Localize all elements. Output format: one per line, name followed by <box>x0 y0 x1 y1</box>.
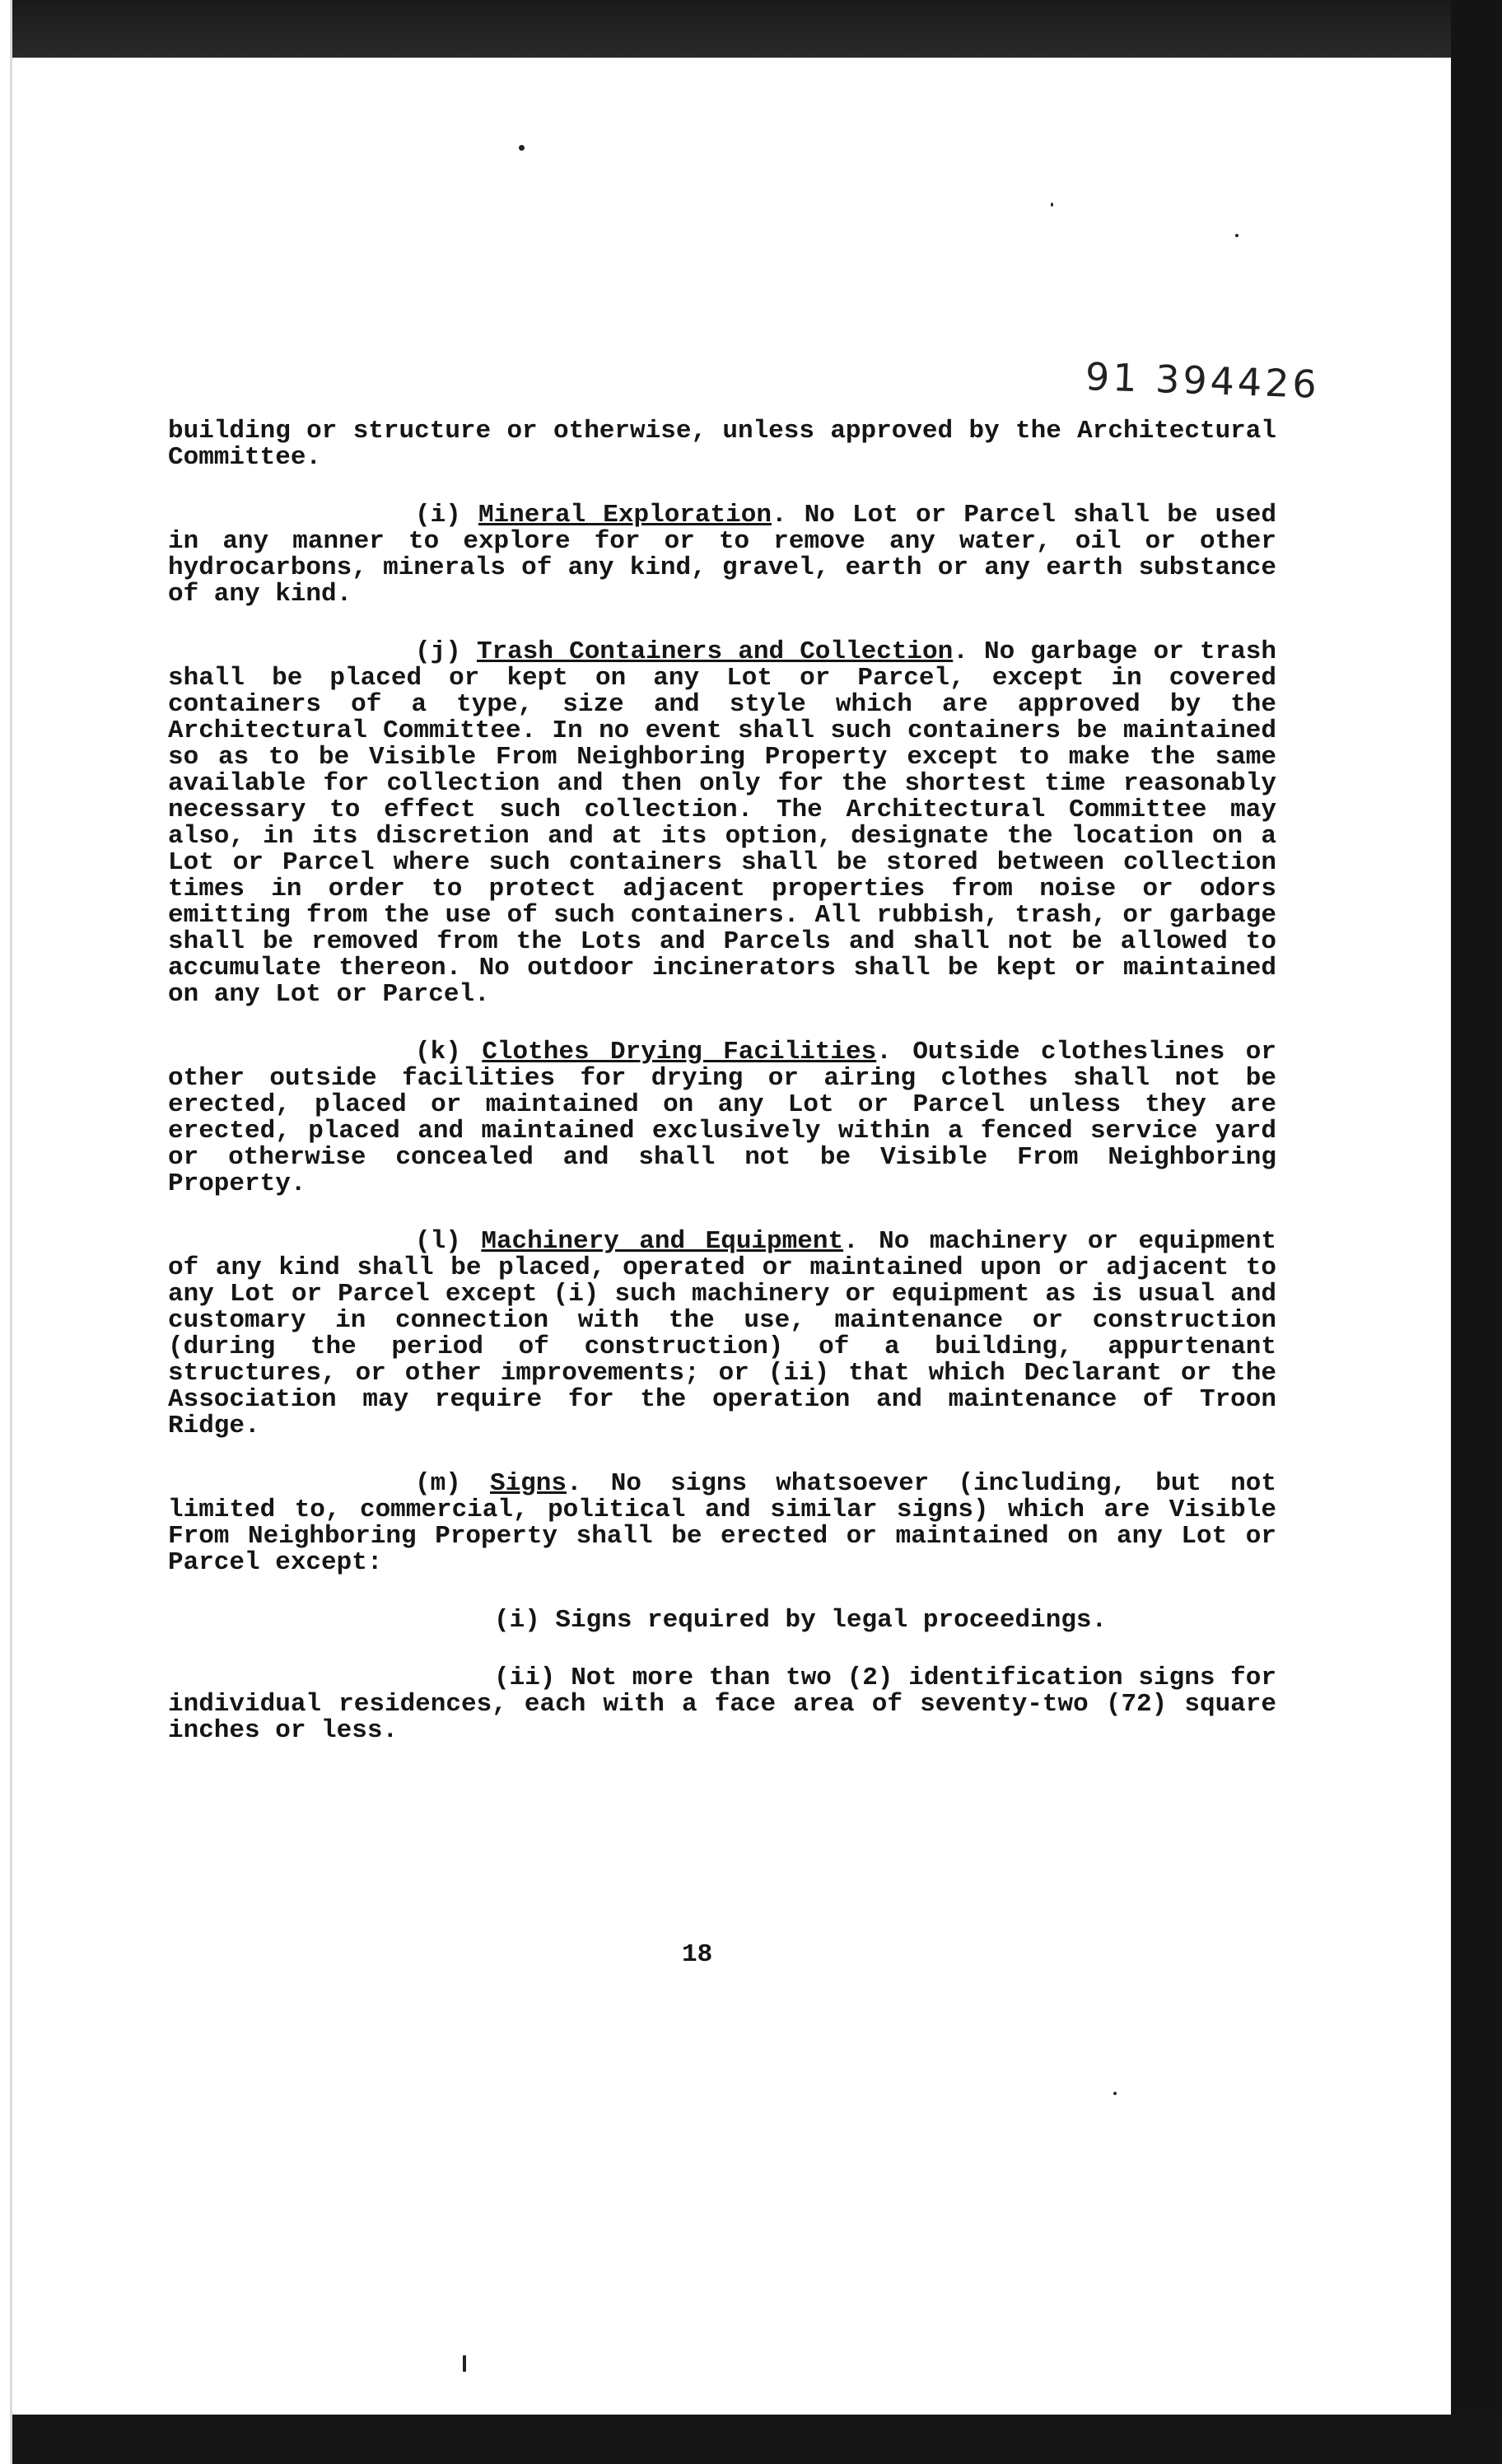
section-heading: Trash Containers and Collection <box>476 637 954 666</box>
scan-border-left <box>0 0 12 2464</box>
section-machinery-equipment <box>168 1229 1276 1440</box>
section-trash-containers <box>168 639 1276 1008</box>
section-heading: Clothes Drying Facilities <box>482 1038 877 1066</box>
subitem-label: (i) <box>494 1606 540 1635</box>
recording-number: 91 394426 <box>1085 354 1321 407</box>
section-signs <box>168 1471 1276 1576</box>
subitem-text: Signs required by legal proceedings. <box>555 1606 1108 1635</box>
section-text: . No garbage or trash shall be placed or kept on any Lot or Parcel, except in covered containers of a type, size and style which are approved by the Architectural Committee. In no event shall such containers be maintained so as to be Visible From Neighboring Property except to make the same available for collection and then only for the shortest time reasonably necessary to effect such collection. The Architectural Committee may also, in its discretion and at its option, designate the location on a Lot or Parcel where such containers shall be stored between collection times in order to protect adjacent properties from noise or odors emitting from the use of such containers. All rubbish, trash, or garbage shall be removed from the Lots and Parcels and shall not be allowed to accumulate thereon. No outdoor incinerators shall be kept or maintained on any Lot or Parcel. <box>168 637 1276 1009</box>
intro-paragraph: building or structure or otherwise, unless approved by the Architectural Committee. <box>168 417 1276 472</box>
section-text: . No signs whatsoever (including, but not limited to, commercial, political and similar signs) which are Visible From Neighboring Property shall be erected or maintained on any Lot or Parcel except: <box>168 1469 1276 1577</box>
section-text: . No machinery or equipment of any kind shall be placed, operated or maintained upon or adjacent to any Lot or Parcel except (i) such machinery or equipment as is usual and customary in connection with the use, maintenance or construction (during the period of construction) of a building, appurtenant structures, or other improvements; or (ii) that which Declarant or the Association may require for the operation and maintenance of Troon Ridge. <box>168 1227 1276 1440</box>
section-heading: Signs <box>489 1469 567 1498</box>
scan-speck <box>1113 2092 1117 2095</box>
section-text: . Outside clotheslines or other outside facilities for drying or airing clothes shall not be erected, placed or maintained on any Lot or Parcel unless they are erected, placed and maintained exclusively within a fenced service yard or otherwise concealed and shall not be Visible From Neighboring Property. <box>168 1038 1277 1198</box>
scan-speck <box>519 145 525 151</box>
section-label: (j) <box>415 637 461 666</box>
section-label: (l) <box>415 1227 461 1256</box>
section-heading: Machinery and Equipment <box>481 1227 844 1256</box>
section-label: (k) <box>415 1038 461 1066</box>
section-heading: Mineral Exploration <box>478 501 772 530</box>
document-body <box>168 418 1276 1776</box>
subitem-text: Not more than two (2) identification signs for individual residences, each with a face area of seventy-two (72) square inches or less. <box>168 1664 1276 1745</box>
page-number: 18 <box>682 1940 713 1969</box>
scan-speck <box>1235 234 1238 237</box>
section-label: (i) <box>415 501 461 530</box>
scan-border-top <box>0 0 1502 58</box>
section-clothes-drying <box>168 1039 1276 1197</box>
scan-border-bottom <box>0 2415 1502 2464</box>
section-label: (m) <box>415 1469 461 1498</box>
subitem-legal-proceedings <box>168 1608 1276 1634</box>
subitem-identification-signs <box>168 1665 1276 1744</box>
section-text: . No Lot or Parcel shall be used in any manner to explore for or to remove any water, oil or other hydrocarbons, minerals of any kind, gravel, earth or any earth substance of any kind. <box>168 501 1276 609</box>
scan-speck <box>1051 203 1053 207</box>
subitem-label: (ii) <box>494 1664 556 1692</box>
section-mineral-exploration <box>168 502 1276 608</box>
scan-border-right <box>1451 0 1502 2464</box>
scan-speck <box>463 2355 466 2372</box>
